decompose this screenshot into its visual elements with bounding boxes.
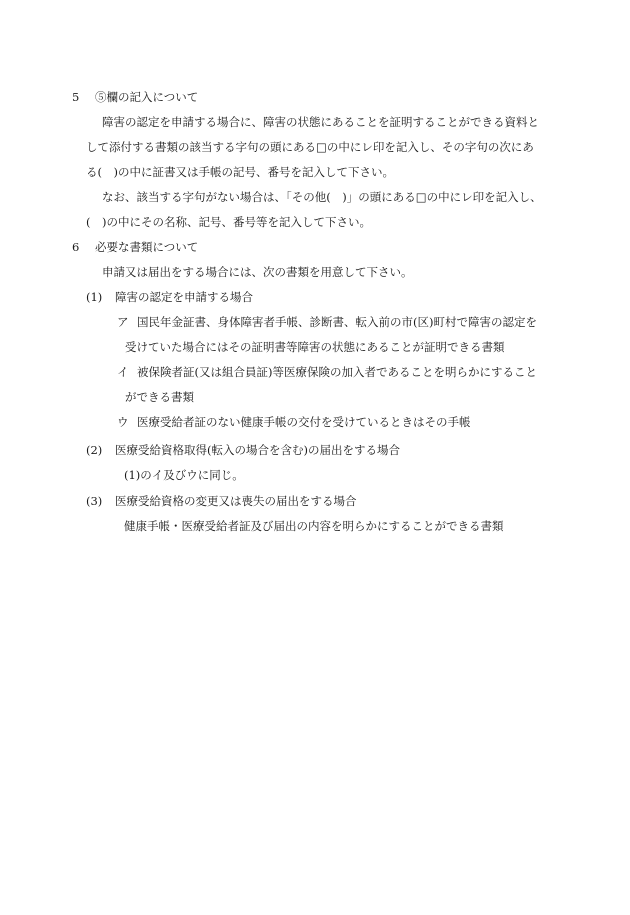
section-5-para2-line1: なお、該当する字句がない場合は、「その他( )」の頭にある□の中にレ印を記入し、	[102, 190, 542, 204]
item-3-body: 健康手帳・医療受給者証及び届出の内容を明らかにすることができる書類	[124, 519, 504, 533]
item-2-heading: 医療受給資格取得(転入の場合を含む)の届出をする場合	[115, 443, 400, 457]
section-5-para1-line3: る( )の中に証書又は手帳の記号、番号を記入して下さい。	[86, 165, 394, 179]
section-5-number: 5	[72, 90, 80, 104]
item-3-title	[86, 494, 357, 508]
section-5-para1-line2: して添付する書類の該当する字句の頭にある□の中にレ印を記入し、その字句の次にあ	[86, 140, 534, 154]
section-5-heading: ⑤欄の記入について	[95, 90, 199, 104]
item-1-number: (1)	[86, 290, 103, 304]
subitem-i	[117, 365, 537, 379]
subitem-u-label: ウ	[117, 415, 129, 429]
subitem-a	[117, 315, 537, 329]
subitem-i-line1: 被保険者証(又は組合員証)等医療保険の加入者であることを明らかにすること	[137, 365, 537, 379]
item-2-number: (2)	[86, 443, 103, 457]
section-5-para2-line2: ( )の中にその名称、記号、番号等を記入して下さい。	[86, 215, 371, 229]
item-2-body: (1)のイ及びウに同じ。	[124, 468, 244, 482]
subitem-u	[117, 415, 471, 429]
subitem-a-line2: 受けていた場合にはその証明書等障害の状態にあることが証明できる書類	[125, 340, 505, 354]
section-6-number: 6	[72, 240, 80, 254]
subitem-i-label: イ	[117, 365, 129, 379]
item-1-title	[86, 290, 253, 304]
item-3-heading: 医療受給資格の変更又は喪失の届出をする場合	[115, 494, 357, 508]
section-5-title	[72, 90, 199, 104]
subitem-a-line1: 国民年金証書、身体障害者手帳、診断書、転入前の市(区)町村で障害の認定を	[137, 315, 537, 329]
section-6-intro: 申請又は届出をする場合には、次の書類を用意して下さい。	[102, 265, 413, 279]
section-5-para1-line1: 障害の認定を申請する場合に、障害の状態にあることを証明することができる資料と	[102, 115, 539, 129]
subitem-u-line1: 医療受給者証のない健康手帳の交付を受けているときはその手帳	[137, 415, 471, 429]
section-6-title	[72, 240, 199, 254]
item-3-number: (3)	[86, 494, 103, 508]
item-2-title	[86, 443, 400, 457]
subitem-i-line2: ができる書類	[125, 390, 194, 404]
subitem-a-label: ア	[117, 315, 129, 329]
section-6-heading: 必要な書類について	[95, 240, 199, 254]
item-1-heading: 障害の認定を申請する場合	[115, 290, 253, 304]
